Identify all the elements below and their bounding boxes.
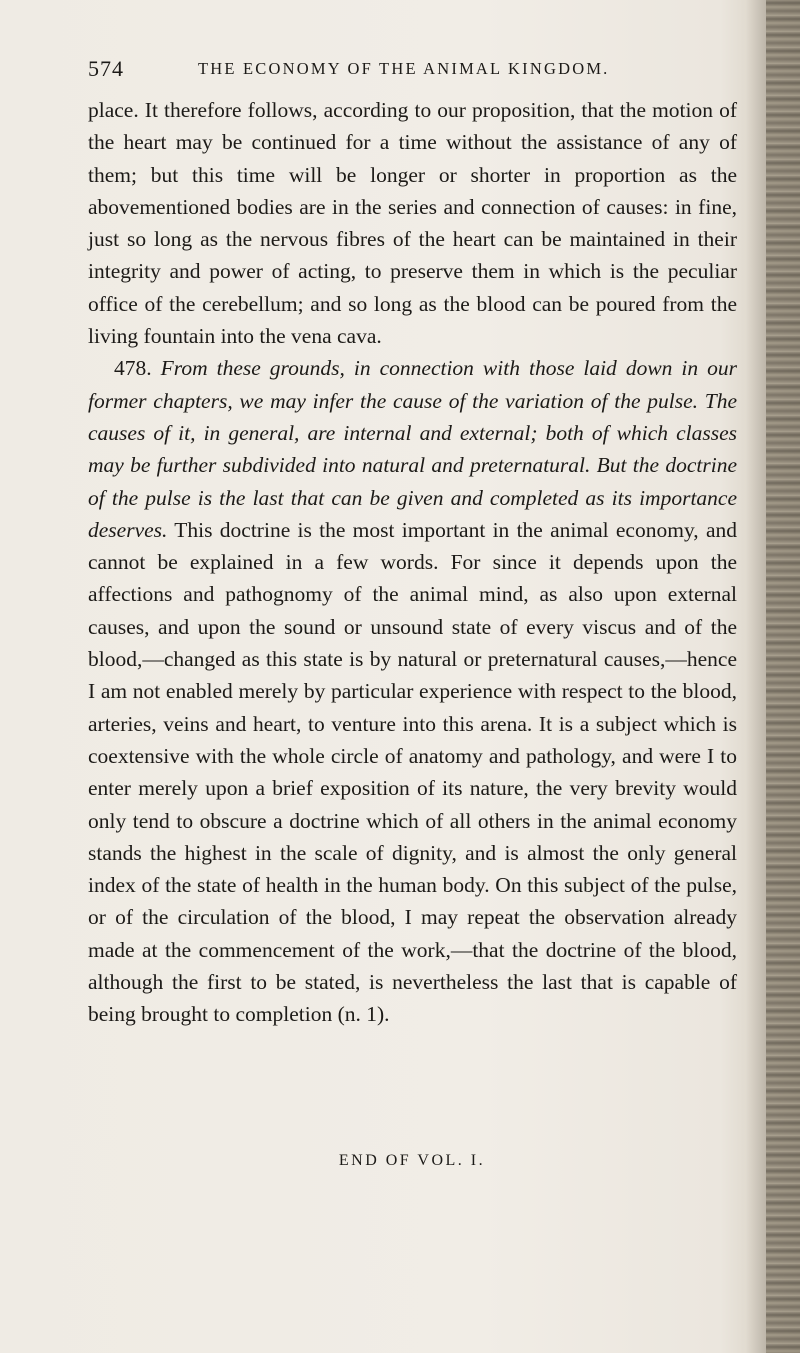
page-edge [766, 0, 800, 1353]
italic-summary: From these grounds, in connection with those laid down in our former chapters, we may infer the cause of the variation of the pulse. The causes of it, in general, are internal and external; both of which classes may be further subdivided into natural and preternatural. But the doctrine of the pulse is the last that can be given and completed as its importance deserves. [88, 356, 738, 542]
page-gutter-shadow [746, 0, 766, 1353]
paragraph-number: 478. [114, 356, 152, 381]
page-number: 574 [88, 56, 124, 81]
running-head: THE ECONOMY OF THE ANIMAL KINGDOM. [198, 59, 610, 78]
paragraph-1: place. It therefore follows, according to our proposition, that the motion of the heart may be continued for a time without the assistance of any of them; but this time will be longer or shorter in proportion as the abovementioned bodies are in the series and connection of causes: in fine, just so long as the nervous fibres of the heart can be maintained in their integrity and power of acting, to preserve them in which is the peculiar office of the cerebellum; and so long as the blood can be poured from the living fountain into the vena cava. [88, 98, 737, 349]
paragraph-478 [88, 352, 737, 1030]
body-text [88, 94, 737, 1031]
end-of-volume-mark: END OF VOL. I. [338, 1152, 486, 1169]
paragraph-body: This doctrine is the most important in the animal economy, and cannot be explained in a few words. For since it depends upon the affections and pathognomy of the animal mind, as also upon external causes, and upon the sound or unsound state of every viscus and of the blood,—changed as this state is by natural or preternatural causes,—hence I am not enabled merely by particular experience with respect to the blood, arteries, veins and heart, to venture into this arena. It is a subject which is coextensive with the whole circle of anatomy and pathology, and were I to enter merely upon a brief exposition of its nature, the very brevity would only tend to obscure a doctrine which of all others in the animal economy stands the highest in the scale of dignity, and is almost the only general index of the state of health in the human body. On this subject of the pulse, or of the circulation of the blood, I may repeat the observation already made at the commencement of the work,—that the doctrine of the blood, although the first to be stated, is nevertheless the last that is capable of being brought to completion (n. 1). [88, 517, 737, 1027]
page-header [88, 56, 644, 86]
